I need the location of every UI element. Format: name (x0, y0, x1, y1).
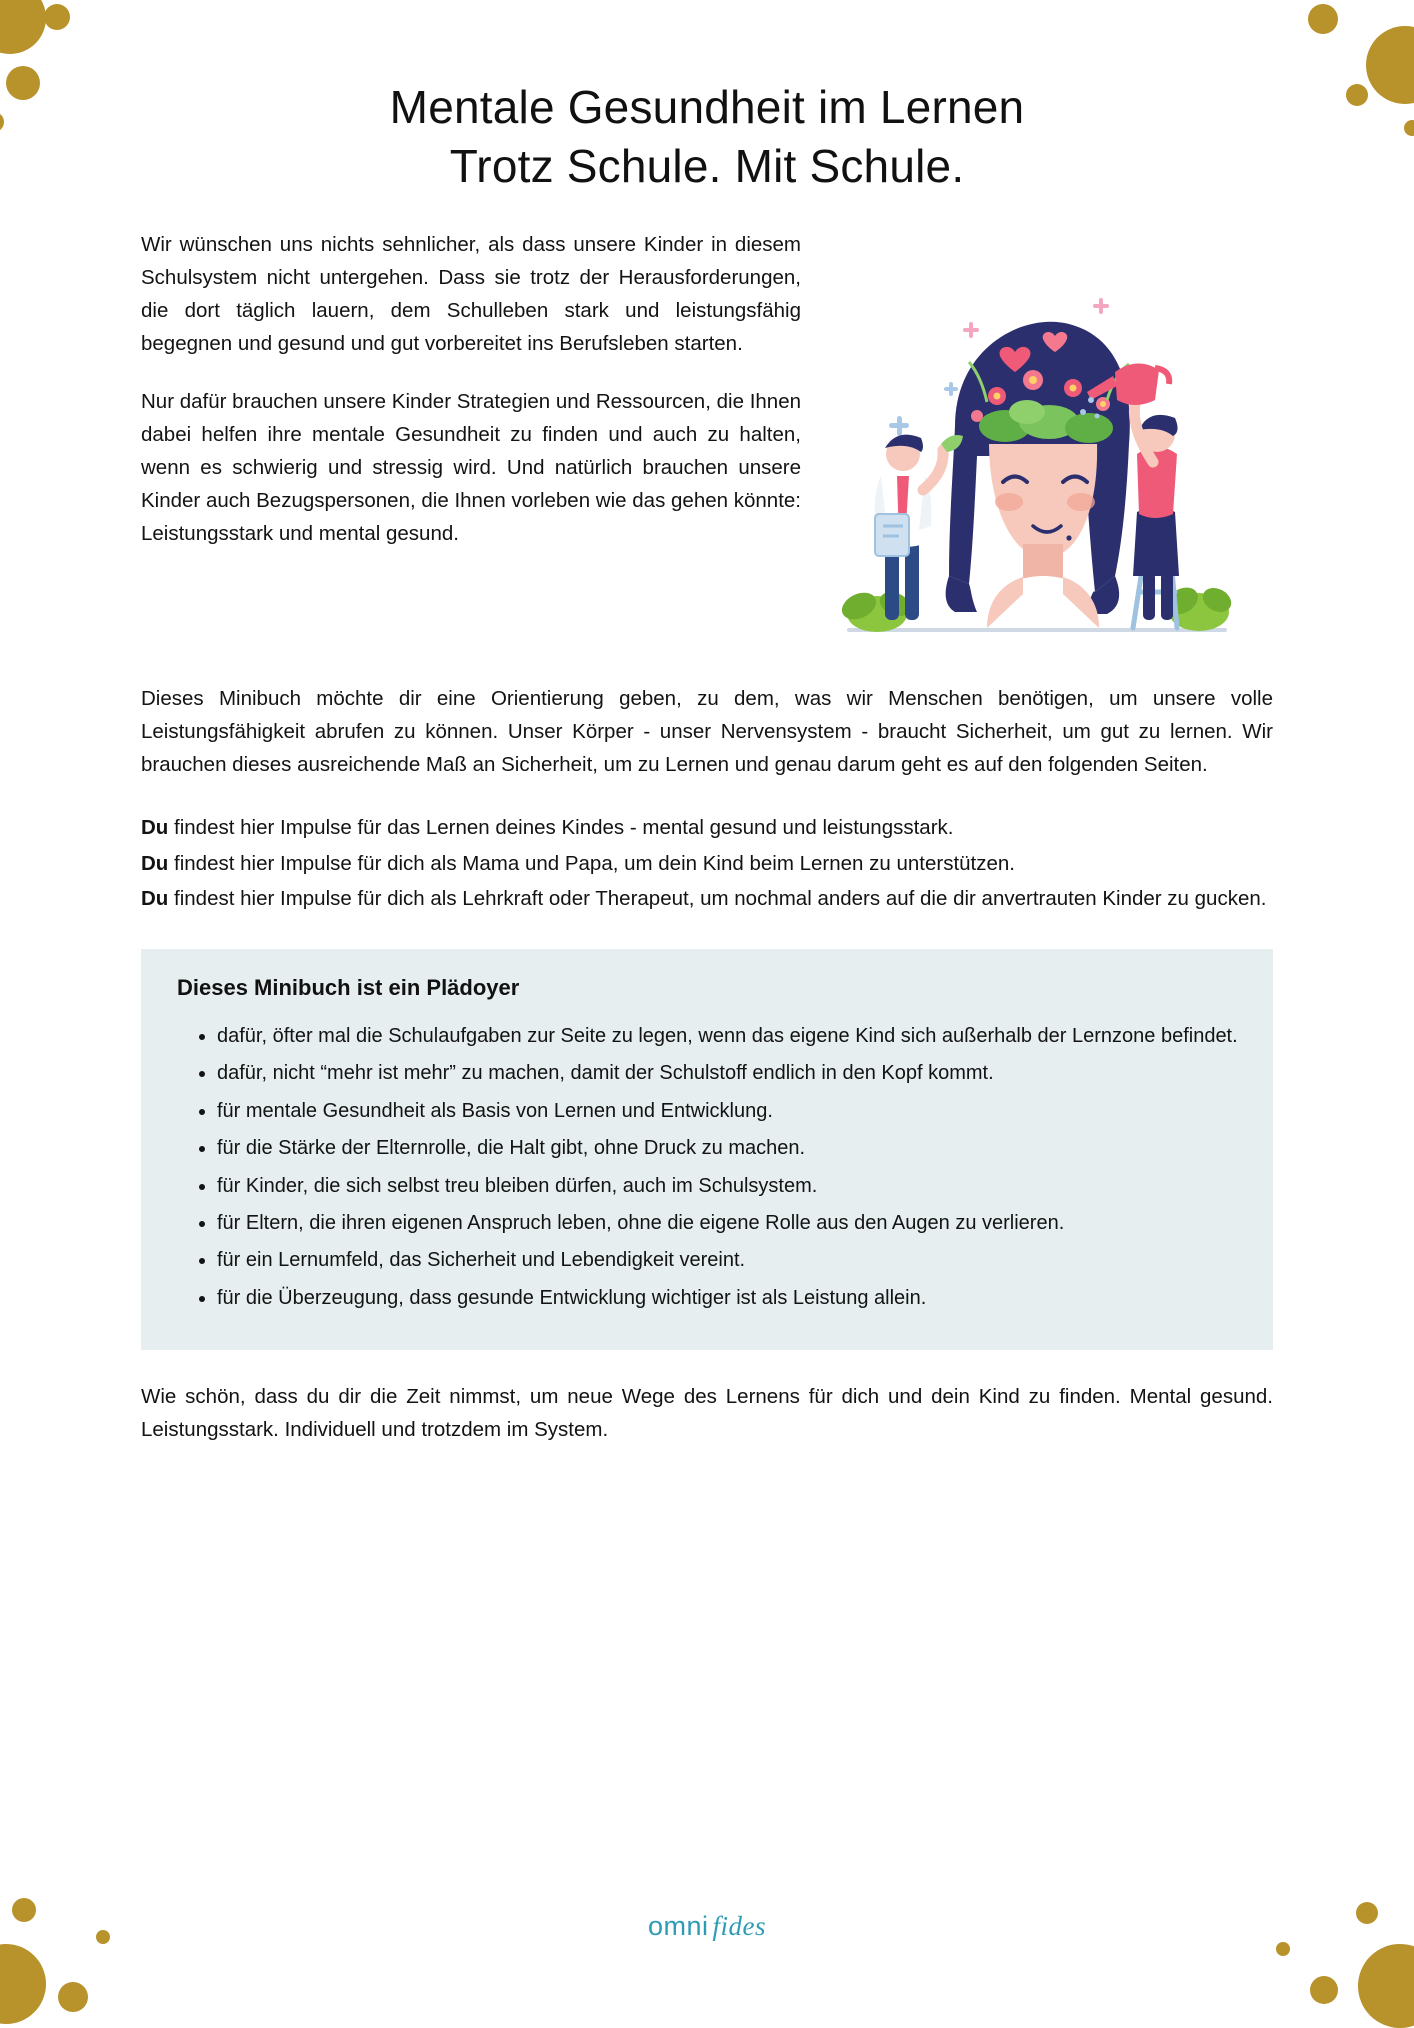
du-line-3 (141, 882, 1273, 915)
list-item: • dafür, nicht “mehr ist mehr” zu machen, damit der Schulstoff endlich in den Kopf kommt. (217, 1058, 1239, 1088)
brand-logo-omni: omni (647, 1911, 709, 1941)
wide-paragraph: Dieses Minibuch möchte dir eine Orientierung geben, zu dem, was wir Menschen benötigen, um unsere volle Leistungsfähigkeit abrufen zu können. Unser Körper - unser Nervensystem - braucht Sicherheit, um gut zu lernen. Wir brauchen dieses ausreichende Maß an Sicherheit, um zu Lernen und genau darum geht es auf den folgenden Seiten. (141, 686, 1273, 777)
list-item: • für die Stärke der Elternrolle, die Halt gibt, ohne Druck zu machen. (217, 1133, 1239, 1163)
list-item: • für die Überzeugung, dass gesunde Entwicklung wichtiger ist als Leistung allein. (217, 1283, 1239, 1313)
du-impulse-block (141, 811, 1273, 915)
list-item: • für mentale Gesundheit als Basis von Lernen und Entwicklung. (217, 1096, 1239, 1126)
illustration-column (801, 228, 1273, 656)
intro-text-column (141, 228, 801, 551)
du-rest-2: findest hier Impulse für dich als Mama und Papa, um dein Kind beim Lernen zu unterstützen. (168, 851, 1015, 875)
du-rest-3: findest hier Impulse für dich als Lehrkraft oder Therapeut, um nochmal anders auf die dir anvertrauten Kinder zu gucken. (168, 886, 1267, 910)
closing-paragraph: Wie schön, dass du dir die Zeit nimmst, um neue Wege des Lernens für dich und dein Kind zu finden. Mental gesund. Leistungsstark. Individuell und trotzdem im System. (141, 1385, 1273, 1442)
title-line-1: Mentale Gesundheit im Lernen (389, 81, 1025, 133)
du-lead-1: Du (141, 816, 169, 840)
list-item: • für ein Lernumfeld, das Sicherheit und Lebendigkeit vereint. (217, 1245, 1239, 1275)
woman-head-garden-illustration (837, 276, 1237, 656)
list-item: • dafür, öfter mal die Schulaufgaben zur Seite zu legen, wenn das eigene Kind sich außerhalb der Lernzone befindet. (217, 1021, 1239, 1051)
intro-paragraph-2: Nur dafür brauchen unsere Kinder Strategien und Ressourcen, die Ihnen dabei helfen ihre mentale Gesundheit zu finden und auch zu halten, wenn es schwierig und stressig wird. Und natürlich brauchen unsere Kinder auch Bezugspersonen, die Ihnen vorleben wie das gehen könnte: Leistungsstark und mental gesund. (141, 389, 801, 546)
intro-section (141, 228, 1273, 656)
page-title (0, 0, 1414, 196)
document-content (47, 228, 1367, 1447)
du-lead-3: Du (141, 886, 169, 910)
title-line-2: Trotz Schule. Mit Schule. (449, 139, 965, 192)
callout-list (175, 1021, 1239, 1313)
intro-paragraph-1: Wir wünschen uns nichts sehnlicher, als dass unsere Kinder in diesem Schulsystem nicht untergehen. Dass sie trotz der Herausforderungen, die dort täglich lauern, dem Schulleben stark und leistungsfähig begegnen und gesund und gut vorbereitet ins Berufsleben starten. (141, 232, 801, 356)
brand-logo (648, 1911, 766, 1942)
du-lead-2: Du (141, 851, 169, 875)
callout-heading: Dieses Minibuch ist ein Plädoyer (177, 974, 520, 1000)
du-rest-1: findest hier Impulse für das Lernen deines Kindes - mental gesund und leistungsstark. (168, 816, 954, 840)
list-item: • für Kinder, die sich selbst treu bleiben dürfen, auch im Schulsystem. (217, 1171, 1239, 1201)
brand-logo-fides: fides (712, 1911, 767, 1941)
du-line-2 (141, 847, 1273, 880)
list-item: • für Eltern, die ihren eigenen Anspruch leben, ohne die eigene Rolle aus den Augen zu verlieren. (217, 1208, 1239, 1238)
footer (0, 1911, 1414, 1942)
callout-box (141, 949, 1273, 1350)
du-line-1 (141, 811, 1273, 844)
